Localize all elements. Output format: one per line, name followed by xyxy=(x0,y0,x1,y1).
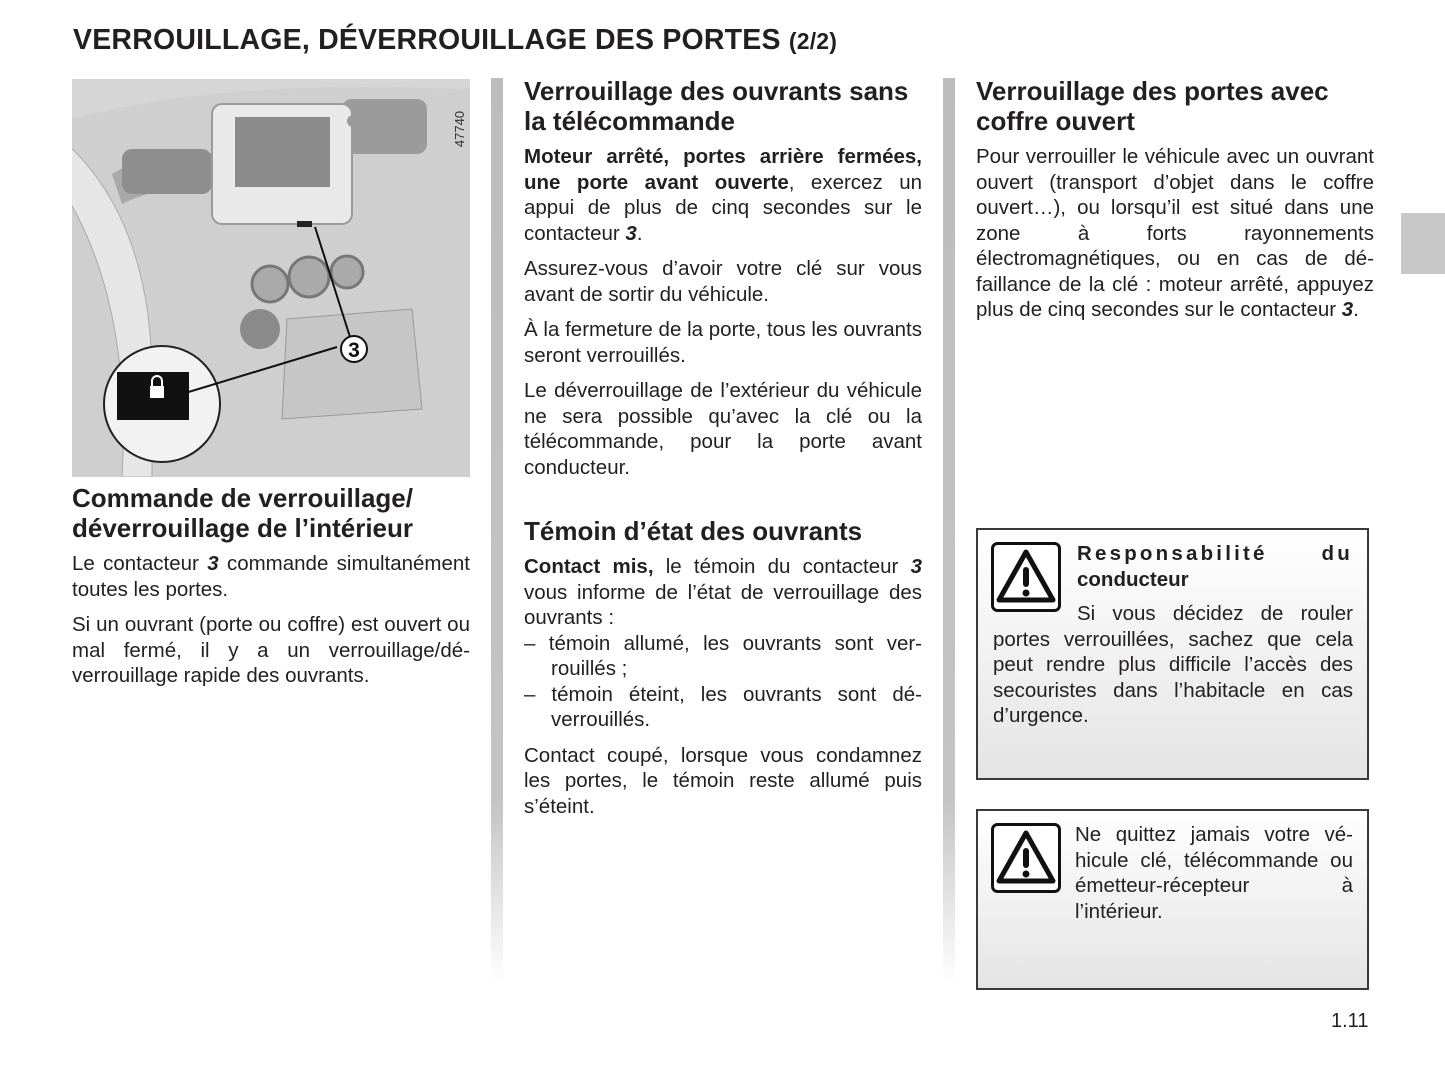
paragraph: Le déverrouillage de l’extérieur du véhicule ne sera possible qu’avec la clé ou la télécommande, pour la porte avant conducteur. xyxy=(524,379,922,479)
reference-number: 3 xyxy=(1341,298,1354,321)
column-left xyxy=(72,483,470,699)
list-item: – témoin allumé, les ouvrants sont verrouillés ; xyxy=(524,631,922,680)
paragraph xyxy=(72,551,470,602)
chapter-tab xyxy=(1401,213,1445,274)
page-number: 1.11 xyxy=(1331,1010,1369,1032)
warning-icon xyxy=(991,823,1061,893)
section-heading: Verrouillage des portes avec coffre ouvert xyxy=(976,76,1329,136)
paragraph: À la fermeture de la porte, tous les ouvrants seront verrouillés. xyxy=(524,318,922,367)
reference-number: 3 xyxy=(207,552,219,575)
text: , exercez un appui de plus de cinq secondes sur le contacteur xyxy=(524,170,922,245)
paragraph: Assurez-vous d’avoir votre clé sur vous avant de sortir du véhicule. xyxy=(524,257,922,306)
page-title-text: VERROUILLAGE, DÉVERROUILLAGE DES PORTES xyxy=(73,24,781,56)
page-title-suffix: (2/2) xyxy=(788,28,838,54)
text: Le contacteur xyxy=(72,552,208,575)
warning-icon xyxy=(991,542,1061,612)
dashboard-illustration xyxy=(72,79,470,477)
bold-text: Moteur arrêté, portes arrière fermées, une porte avant ouverte xyxy=(524,145,922,194)
page-title xyxy=(73,24,837,57)
paragraph xyxy=(524,554,922,631)
callout-number: 3 xyxy=(348,339,360,362)
column-divider xyxy=(943,78,955,983)
warning-text: Ne quittez jamais votre véhicule clé, télécommande ou émetteur-récepteur à l’intérieur. xyxy=(1075,823,1353,923)
section-heading: Témoin d’état des ouvrants xyxy=(524,516,863,546)
text: . xyxy=(636,221,643,245)
text: Pour verrouiller le véhicule avec un ouvrant ouvert (transport d’objet dans le coffre ouvert…), ou lorsqu’il est situé dans une zone à forts rayonnements électromagnétiques, ou en cas de défaillance de la clé : moteur arrêté, appuyez plus de cinq secondes sur le contacteur xyxy=(976,145,1374,321)
paragraph xyxy=(976,144,1374,323)
paragraph: Si un ouvrant (porte ou coffre) est ouvert ou mal fermé, il y a un verrouillage/déverrouillage rapide des ouvrants. xyxy=(72,613,470,687)
bold-text: Contact mis, xyxy=(524,555,654,578)
status-list xyxy=(524,631,922,733)
section-heading: Verrouillage des ouvrants sans la télécommande xyxy=(524,76,909,136)
warning-title: Responsabilité du xyxy=(1077,542,1353,565)
paragraph: Contact coupé, lorsque vous condamnez les portes, le témoin reste allumé puis s’éteint. xyxy=(524,743,922,818)
text: commande simultanément toutes les portes. xyxy=(72,552,470,601)
column-right xyxy=(976,76,1374,333)
figure-reference: 47740 xyxy=(452,110,467,148)
warning-title-line2: conducteur xyxy=(1077,567,1189,591)
text: le témoin du contacteur xyxy=(653,555,911,578)
list-item: – témoin éteint, les ouvrants sont déverrouillés. xyxy=(524,682,922,731)
section-heading: Commande de verrouillage/ déverrouillage de l’intérieur xyxy=(72,483,413,543)
warning-box-driver-responsibility xyxy=(976,528,1369,780)
column-divider xyxy=(491,78,503,983)
text: . xyxy=(1353,298,1359,321)
warning-box-key-inside xyxy=(976,809,1369,990)
warning-text: Si vous décidez de rouler portes verrouillées, sachez que cela peut rendre plus difficile l’accès des secouristes dans l’habitacle en cas d’urgence. xyxy=(993,602,1353,727)
paragraph xyxy=(524,144,922,246)
reference-number: 3 xyxy=(625,221,637,245)
reference-number: 3 xyxy=(910,555,922,578)
column-middle xyxy=(524,76,922,829)
text: vous informe de l’état de verrouillage des ouvrants : xyxy=(524,580,922,629)
